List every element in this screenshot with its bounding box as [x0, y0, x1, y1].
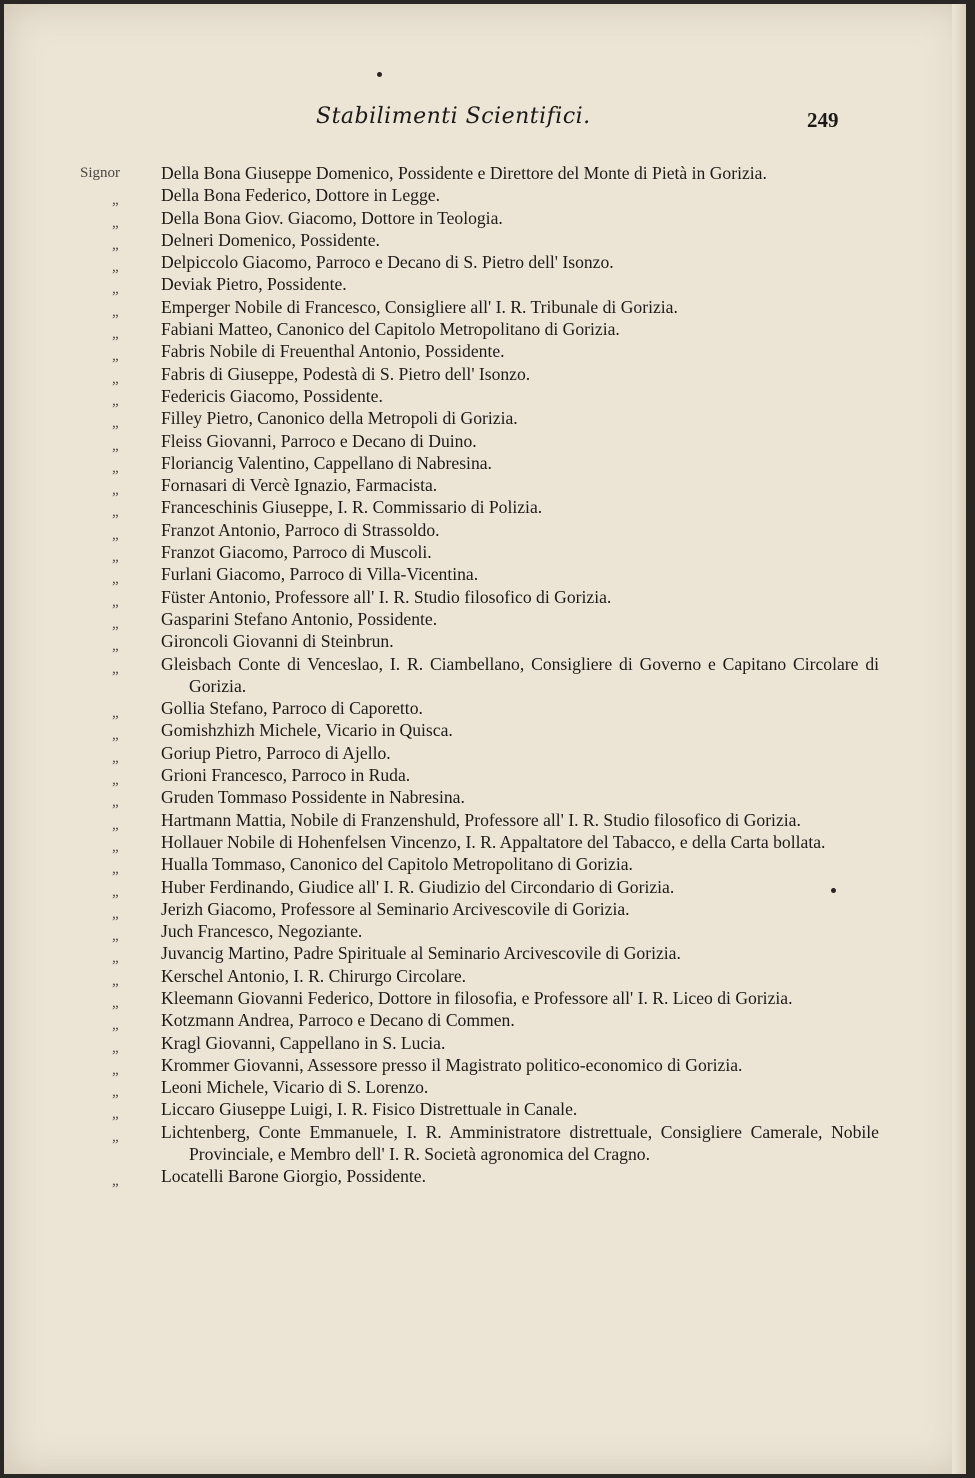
ditto-mark: „: [112, 415, 119, 432]
ditto-mark: „: [112, 571, 119, 588]
ditto-mark: „: [112, 705, 119, 722]
ink-speck: [831, 888, 836, 893]
ditto-mark: „: [112, 348, 119, 365]
ditto-mark: „: [112, 883, 119, 900]
list-item: [4, 363, 966, 385]
entry-text: Delneri Domenico, Possidente.: [161, 229, 380, 250]
ditto-mark: „: [112, 928, 119, 945]
list-item: [4, 1054, 966, 1076]
entry-text: Kotzmann Andrea, Parroco e Decano di Commen.: [161, 1010, 515, 1031]
list-item: [4, 519, 966, 541]
ditto-mark: „: [112, 615, 119, 632]
list-item: [4, 251, 966, 276]
list-item: [4, 1121, 966, 1166]
entry-text: Kerschel Antonio, I. R. Chirurgo Circolare.: [161, 965, 467, 986]
document-page: [4, 4, 966, 1474]
entry-text: Fleiss Giovanni, Parroco e Decano di Duino.: [161, 430, 477, 451]
ditto-mark: „: [112, 593, 119, 610]
entry-text: Juvancig Martino, Padre Spirituale al Seminario Arcivescovile di Gorizia.: [161, 943, 681, 964]
ditto-mark: „: [112, 437, 119, 454]
list-item: [4, 764, 966, 789]
list-item: [4, 630, 966, 655]
member-list: [4, 162, 966, 1188]
ditto-mark: „: [112, 236, 119, 253]
ditto-mark: „: [112, 816, 119, 833]
entry-text: Leoni Michele, Vicario di S. Lorenzo.: [161, 1077, 429, 1098]
list-item: [4, 876, 966, 898]
ditto-mark: „: [112, 838, 119, 855]
list-item: [4, 385, 966, 407]
list-item: [4, 965, 966, 987]
ditto-mark: „: [112, 1106, 119, 1123]
list-item: [4, 430, 966, 452]
ditto-mark: „: [112, 1061, 119, 1078]
list-item: [4, 697, 966, 722]
ditto-mark: „: [112, 794, 119, 811]
list-item: [4, 563, 966, 588]
list-item: [4, 853, 966, 878]
entry-text: Grioni Francesco, Parroco in Ruda.: [161, 765, 411, 786]
ditto-mark: „: [112, 326, 119, 343]
list-item: [4, 541, 966, 566]
list-item: [4, 1009, 966, 1034]
ditto-mark: „: [112, 772, 119, 789]
ditto-mark: „: [112, 994, 119, 1011]
entry-text: Hollauer Nobile di Hohenfelsen Vincenzo, I. R. Appaltatore del Tabacco, e della Carta bollata.: [161, 831, 826, 852]
ditto-mark: „: [112, 392, 119, 409]
entry-text: Hualla Tommaso, Canonico del Capitolo Metropolitano di Gorizia.: [161, 854, 633, 875]
list-item: [4, 273, 966, 298]
entry-text: Furlani Giacomo, Parroco di Villa-Vicentina.: [161, 564, 479, 585]
entry-text: Emperger Nobile di Francesco, Consigliere all' I. R. Tribunale di Gorizia.: [161, 296, 678, 317]
ditto-mark: „: [112, 1084, 119, 1101]
entry-text: Gironcoli Giovanni di Steinbrun.: [161, 631, 394, 652]
list-item: [4, 742, 966, 764]
entry-text: Fornasari di Vercè Ignazio, Farmacista.: [161, 475, 438, 496]
entry-text: Goriup Pietro, Parroco di Ajello.: [161, 742, 391, 763]
ditto-mark: „: [112, 727, 119, 744]
list-item: [4, 207, 966, 229]
list-item: [4, 340, 966, 365]
list-item: [4, 1165, 966, 1190]
entry-text: Kleemann Giovanni Federico, Dottore in filosofia, e Professore all' I. R. Liceo di Gorizia.: [161, 987, 793, 1008]
ditto-mark: „: [112, 638, 119, 655]
ditto-mark: „: [112, 259, 119, 276]
ditto-mark: „: [112, 1039, 119, 1056]
list-item: [4, 809, 966, 831]
page-header: [4, 104, 966, 144]
entry-text: Jerizh Giacomo, Professore al Seminario Arcivescovile di Gorizia.: [161, 898, 630, 919]
ditto-mark: „: [112, 281, 119, 298]
entry-text: Krommer Giovanni, Assessore presso il Magistrato politico-economico di Gorizia.: [161, 1054, 743, 1075]
list-item: [4, 942, 966, 967]
ditto-mark: „: [112, 972, 119, 989]
entry-text: Gleisbach Conte di Venceslao, I. R. Ciambellano, Consigliere di Governo e Capitano Circolare di Gorizia.: [161, 653, 879, 696]
list-item: [4, 318, 966, 343]
list-item: [4, 1098, 966, 1123]
entry-text: Kragl Giovanni, Cappellano in S. Lucia.: [161, 1032, 446, 1053]
ditto-mark: „: [112, 861, 119, 878]
list-item: [4, 474, 966, 499]
entry-text: Deviak Pietro, Possidente.: [161, 274, 347, 295]
entry-text: Fabiani Matteo, Canonico del Capitolo Metropolitano di Gorizia.: [161, 319, 620, 340]
list-item: [4, 184, 966, 209]
ditto-mark: „: [112, 1017, 119, 1034]
entry-text: Gomishzhizh Michele, Vicario in Quisca.: [161, 720, 453, 741]
entry-text: Della Bona Federico, Dottore in Legge.: [161, 185, 440, 206]
entry-text: Federicis Giacomo, Possidente.: [161, 385, 383, 406]
entry-text: Hartmann Mattia, Nobile di Franzenshuld, Professore all' I. R. Studio filosofico di Gorizia.: [161, 809, 801, 830]
entry-text: Liccaro Giuseppe Luigi, I. R. Fisico Distrettuale in Canale.: [161, 1099, 578, 1120]
entry-text: Gasparini Stefano Antonio, Possidente.: [161, 608, 438, 629]
list-item: [4, 920, 966, 945]
list-item: [4, 452, 966, 474]
list-item: [4, 496, 966, 521]
list-item: [4, 987, 966, 1009]
ditto-mark: „: [112, 660, 119, 677]
list-item: [4, 1076, 966, 1101]
ditto-mark: „: [112, 459, 119, 476]
entry-text: Juch Francesco, Negoziante.: [161, 921, 363, 942]
ditto-mark: „: [112, 1128, 119, 1145]
ink-speck: [377, 72, 382, 77]
entry-text: Franceschinis Giuseppe, I. R. Commissario di Polizia.: [161, 497, 543, 518]
entry-text: Della Bona Giuseppe Domenico, Possidente e Direttore del Monte di Pietà in Gorizia.: [161, 163, 767, 183]
list-item: [4, 831, 966, 853]
entry-text: Locatelli Barone Giorgio, Possidente.: [161, 1166, 426, 1187]
entry-text: Floriancig Valentino, Cappellano di Nabresina.: [161, 452, 492, 473]
list-item: [4, 162, 966, 184]
entry-text: Gruden Tommaso Possidente in Nabresina.: [161, 787, 465, 808]
list-item: [4, 653, 966, 698]
entry-text: Fabris di Giuseppe, Podestà di S. Pietro dell' Isonzo.: [161, 363, 531, 384]
ditto-mark: „: [112, 482, 119, 499]
list-item: [4, 608, 966, 630]
list-item: [4, 898, 966, 920]
entry-text: Franzot Antonio, Parroco di Strassoldo.: [161, 519, 440, 540]
ditto-mark: „: [112, 1173, 119, 1190]
list-item: [4, 786, 966, 811]
ditto-mark: „: [112, 950, 119, 967]
ditto-mark: „: [112, 214, 119, 231]
ditto-mark: „: [112, 370, 119, 387]
ditto-mark: „: [112, 192, 119, 209]
list-item: [4, 296, 966, 318]
entry-text: Fabris Nobile di Freuenthal Antonio, Possidente.: [161, 341, 505, 362]
ditto-mark: „: [112, 504, 119, 521]
entry-text: Delpiccolo Giacomo, Parroco e Decano di S. Pietro dell' Isonzo.: [161, 252, 614, 273]
title-prefix: Signor: [80, 165, 121, 181]
ditto-mark: „: [112, 749, 119, 766]
entry-text: Della Bona Giov. Giacomo, Dottore in Teologia.: [161, 207, 503, 228]
entry-text: Füster Antonio, Professore all' I. R. Studio filosofico di Gorizia.: [161, 586, 612, 607]
entry-text: Filley Pietro, Canonico della Metropoli di Gorizia.: [161, 408, 518, 429]
entry-text: Gollia Stefano, Parroco di Caporetto.: [161, 698, 423, 719]
list-item: [4, 229, 966, 251]
entry-text: Huber Ferdinando, Giudice all' I. R. Giudizio del Circondario di Gorizia.: [161, 876, 675, 897]
entry-text: Franzot Giacomo, Parroco di Muscoli.: [161, 542, 432, 563]
entry-text: Lichtenberg, Conte Emmanuele, I. R. Amministratore distrettuale, Consigliere Camerale, Nobile Provinciale, e Membro dell' I. R. Società agronomica del Cragno.: [161, 1121, 879, 1165]
ditto-mark: „: [112, 303, 119, 320]
ditto-mark: „: [112, 905, 119, 922]
list-item: [4, 586, 966, 608]
ditto-mark: „: [112, 549, 119, 566]
running-title: Stabilimenti Scientifici.: [316, 104, 591, 129]
list-item: [4, 1032, 966, 1054]
list-item: [4, 719, 966, 744]
ditto-mark: „: [112, 526, 119, 543]
page-number: 249: [807, 108, 839, 132]
list-item: [4, 407, 966, 432]
